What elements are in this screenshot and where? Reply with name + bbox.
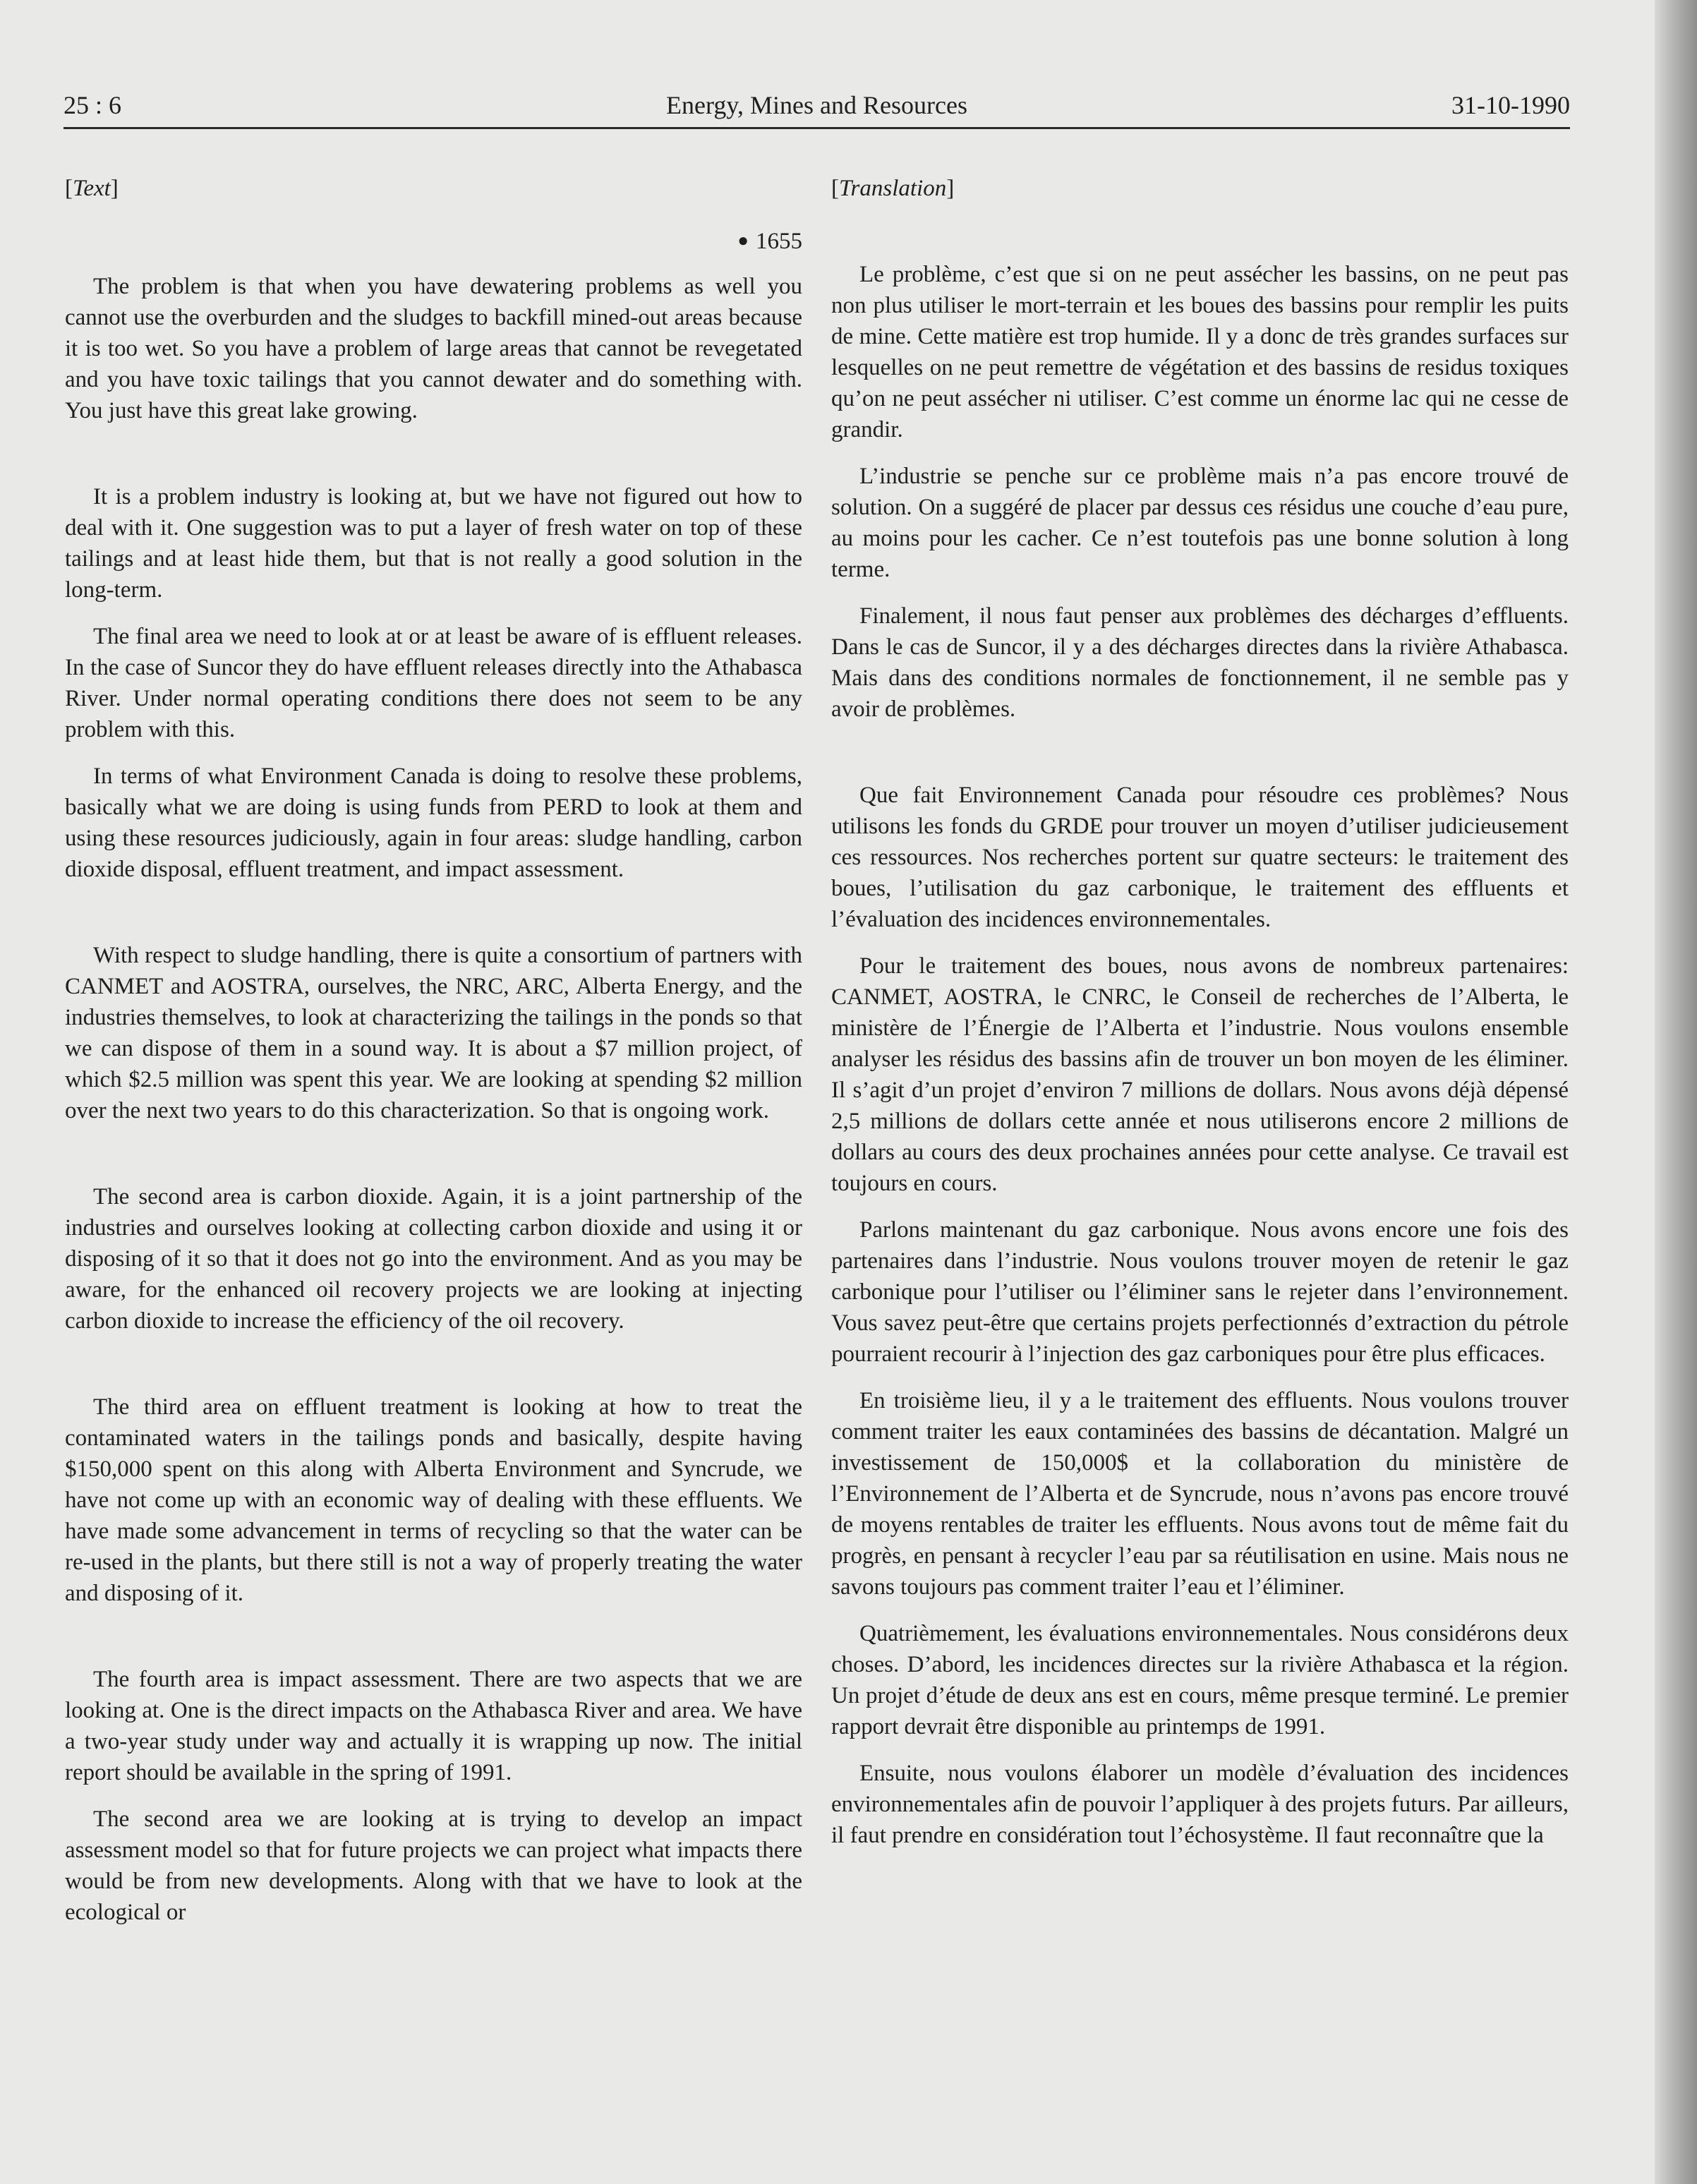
header-divider: [64, 127, 1570, 129]
time-marker-value: 1655: [756, 229, 802, 254]
english-column-label: [Text]: [65, 176, 119, 201]
english-paragraph: It is a problem industry is looking at, but we have not figured out how to deal with it. One suggestion was to put a layer of fresh water on top of these tailings and at least hide them, but that is not really a good solution in the long-term.: [65, 484, 802, 603]
french-label-text: Translation: [839, 176, 947, 201]
french-paragraph: Le problème, c’est que si on ne peut assécher les bassins, on ne peut pas non plus utiliser le mort-terrain et les boues des bassins pour remplir les puits de mine. Cette matière est trop humide. Il y a donc de très grandes surfaces sur lesquelles on ne peut remettre de végétation et des bassins de residus toxiques qu’on ne peut assécher ni utiliser. C’est comme un énorme lac qui ne cesse de grandir.: [831, 262, 1569, 442]
meeting-date: 31-10-1990: [1451, 91, 1570, 119]
english-paragraph: The fourth area is impact assessment. There are two aspects that we are looking at. One is the direct impacts on the Athabasca River and area. We have a two-year study under way and actually it is wrapping up now. The initial report should be available in the spring of 1991.: [65, 1667, 802, 1785]
english-paragraph: The second area we are looking at is trying to develop an impact assessment model so that for future projects we can project what impacts there would be from new developments. Along with that we have to look at the ecological or: [65, 1806, 802, 1925]
french-column: [831, 173, 1569, 1851]
bullet-icon: ●: [737, 230, 749, 251]
french-paragraph: Quatrièmement, les évaluations environnementales. Nous considérons deux choses. D’abord, les incidences directes sur la rivière Athabasca et la région. Un projet d’étude de deux ans est en cours, même presque terminé. Le premier rapport devrait être disponible au printemps de 1991.: [831, 1621, 1569, 1739]
english-paragraph: The third area on effluent treatment is looking at how to treat the contaminated waters in the tailings ponds and basically, despite having $150,000 spent on this along with Alberta Environment and Syncrude, we have not come up with an economic way of dealing with these effluents. We have made some advancement in terms of recycling so that the water can be re-used in the plants, but there still is not a way of properly treating the water and disposing of it.: [65, 1394, 802, 1606]
english-column: [65, 173, 802, 1928]
french-paragraph: Que fait Environnement Canada pour résoudre ces problèmes? Nous utilisons les fonds du GRDE pour trouver un moyen d’utiliser judicieusement ces ressources. Nos recherches portent sur quatre secteurs: le traitement des boues, l’utilisation du gaz carbonique, le traitement des effluents et l’évaluation des incidences environnementales.: [831, 783, 1569, 932]
french-paragraph: En troisième lieu, il y a le traitement des effluents. Nous voulons trouver comment traiter les eaux contaminées des bassins de décantation. Malgré un investissement de 150,000$ et la collaboration du ministère de l’Environnement de l’Alberta et de Syncrude, nous n’avons pas encore trouvé de moyens rentables de traiter les effluents. Nous avons tout de même fait du progrès, en pensant à recycler l’eau par sa réutilisation en usine. Mais nous ne savons toujours pas comment traiter l’eau et l’éliminer.: [831, 1388, 1569, 1600]
committee-title: Energy, Mines and Resources: [666, 91, 967, 119]
english-paragraph: The final area we need to look at or at least be aware of is effluent releases. In the case of Suncor they do have effluent releases directly into the Athabasca River. Under normal operating conditions there does not seem to be any problem with this.: [65, 624, 802, 742]
page-edge-shadow: [1655, 0, 1697, 2184]
english-label-text: Text: [73, 176, 111, 201]
page-header: [64, 90, 1570, 126]
french-paragraph: Parlons maintenant du gaz carbonique. Nous avons encore une fois des partenaires dans l’industrie. Nous voulons trouver moyen de retenir le gaz carbonique pour l’utiliser ou l’éliminer sans le rejeter dans l’environnement. Vous savez peut-être que certains projets perfectionnés d’extraction du pétrole pourraient recourir à l’injection des gaz carboniques pour être plus efficaces.: [831, 1217, 1569, 1367]
page-reference: 25 : 6: [64, 91, 122, 119]
english-paragraph: With respect to sludge handling, there is quite a consortium of partners with CANMET and AOSTRA, ourselves, the NRC, ARC, Alberta Energy, and the industries themselves, to look at characterizing the tailings in the ponds so that we can dispose of them in a sound way. It is about a $7 million project, of which $2.5 million was spent this year. We are looking at spending $2 million over the next two years to do this characterization. So that is ongoing work.: [65, 943, 802, 1123]
french-column-label: [Translation]: [831, 176, 955, 201]
french-paragraph: Pour le traitement des boues, nous avons de nombreux partenaires: CANMET, AOSTRA, le CNRC, le Conseil de recherches de l’Alberta, le ministère de l’Énergie de l’Alberta et l’industrie. Nous voulons ensemble analyser les résidus des bassins afin de trouver un bon moyen de les éliminer. Il s’agit d’un projet d’environ 7 millions de dollars. Nous avons déjà dépensé 2,5 millions de dollars cette année et nous utiliserons encore 2 millions de dollars au cours des deux prochaines années pour cette analyse. Ce travail est toujours en cours.: [831, 953, 1569, 1196]
time-marker: [65, 225, 802, 257]
english-paragraph: The second area is carbon dioxide. Again, it is a joint partnership of the industries and ourselves looking at collecting carbon dioxide and using it or disposing of it so that it does not go into the environment. And as you may be aware, for the enhanced oil recovery projects we are looking at injecting carbon dioxide to increase the efficiency of the oil recovery.: [65, 1184, 802, 1334]
french-paragraph: Ensuite, nous voulons élaborer un modèle d’évaluation des incidences environnementales afin de pouvoir l’appliquer à des projets futurs. Par ailleurs, il faut prendre en considération tout l’échosystème. Il faut reconnaître que la: [831, 1761, 1569, 1848]
english-paragraph: The problem is that when you have dewatering problems as well you cannot use the overburden and the sludges to backfill mined-out areas because it is too wet. So you have a problem of large areas that cannot be revegetated and you have toxic tailings that you cannot dewater and do something with. You just have this great lake growing.: [65, 274, 802, 423]
french-paragraph: Finalement, il nous faut penser aux problèmes des décharges d’effluents. Dans le cas de Suncor, il y a des décharges directes dans la rivière Athabasca. Mais dans des conditions normales de fonctionnement, il ne semble pas y avoir de problèmes.: [831, 603, 1569, 722]
english-paragraph: In terms of what Environment Canada is doing to resolve these problems, basically what we are doing is using funds from PERD to look at them and using these resources judiciously, again in four areas: sludge handling, carbon dioxide disposal, effluent treatment, and impact assessment.: [65, 764, 802, 882]
french-paragraph: L’industrie se penche sur ce problème mais n’a pas encore trouvé de solution. On a suggéré de placer par dessus ces résidus une couche d’eau pure, au moins pour les cacher. Ce n’est toutefois pas une bonne solution à long terme.: [831, 464, 1569, 582]
